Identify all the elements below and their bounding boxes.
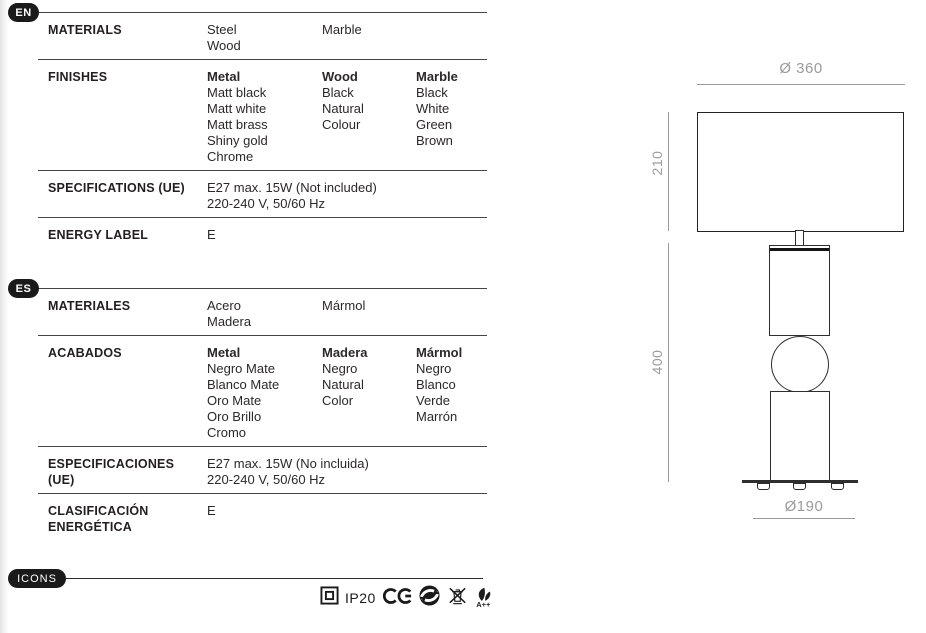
row-label: MATERIALS: [48, 23, 122, 37]
class-ii-double-square-icon: [320, 586, 339, 610]
table-row-materials-en: [38, 13, 487, 60]
dimension-diameter-base: Ø190: [784, 498, 824, 515]
lamp-shade: [697, 112, 904, 232]
energy-value: E: [207, 503, 216, 518]
energy-value: E: [207, 227, 216, 242]
lamp-upper-cylinder: [769, 245, 830, 336]
materials-col2: Mármol: [322, 298, 366, 313]
finishes-wood: Wood Black Natural Colour: [322, 69, 364, 132]
page-edge-shadow: [0, 0, 9, 633]
lamp-foot: [793, 483, 806, 490]
dimension-line-body-height: [668, 243, 669, 482]
row-label: CLASIFICACIÓN ENERGÉTICA: [48, 504, 149, 534]
finishes-marble: Marble Black White Green Brown: [416, 69, 458, 148]
table-row-finishes-en: [38, 60, 487, 171]
dimension-shade-height: 210: [649, 150, 665, 176]
ce-mark-icon: [382, 586, 413, 611]
language-badge-es: ES: [8, 279, 39, 298]
language-badge-en: EN: [8, 3, 39, 22]
finishes-metal: Metal Matt black Matt white Matt brass Shiny gold Chrome: [207, 69, 268, 164]
dimension-body-height: 400: [649, 349, 665, 375]
spec-table-es: [38, 288, 487, 540]
row-label: ESPECIFICACIONES (UE): [48, 457, 175, 487]
icons-rule: [60, 578, 483, 579]
table-row-materials-es: [38, 289, 487, 336]
ip-rating-label: IP20: [345, 590, 376, 606]
table-row-finishes-es: [38, 336, 487, 447]
lamp-foot: [831, 483, 844, 490]
table-row-specifications-es: [38, 447, 487, 494]
materials-col2: Marble: [322, 22, 362, 37]
row-label: FINISHES: [48, 70, 108, 84]
row-label: ACABADOS: [48, 346, 122, 360]
lamp-foot: [757, 483, 770, 490]
dimension-diameter-top: Ø 360: [779, 60, 823, 77]
certification-icons-row: [320, 584, 492, 612]
lamp-sphere: [771, 336, 829, 393]
energy-efficiency-leaf-icon: [475, 587, 492, 609]
dimension-line-shade-height: [668, 112, 669, 231]
dimension-line-top: [697, 84, 905, 85]
row-label: SPECIFICATIONS (UE): [48, 181, 185, 195]
table-row-energy-label-es: [38, 494, 487, 540]
energy-class-label: A++: [476, 600, 491, 610]
table-row-energy-label-en: [38, 218, 487, 248]
table-row-specifications-en: [38, 171, 487, 218]
row-label: ENERGY LABEL: [48, 228, 149, 242]
materials-col1: Steel Wood: [207, 22, 241, 53]
icons-section-badge: ICONS: [8, 569, 66, 588]
materials-col1: Acero Madera: [207, 298, 252, 329]
lamp-upper-cylinder-rim: [770, 248, 829, 251]
row-label: MATERIALES: [48, 299, 131, 313]
spec-table-en: [38, 12, 487, 248]
finishes-metal: Metal Negro Mate Blanco Mate Oro Mate Oro Brillo Cromo: [207, 345, 280, 440]
finishes-wood: Madera Negro Natural Color: [322, 345, 368, 408]
lamp-lower-cylinder: [770, 391, 830, 482]
green-dot-recycle-icon: [419, 585, 440, 611]
weee-crossed-bin-icon: [446, 584, 469, 613]
specifications-value: E27 max. 15W (Not included) 220-240 V, 50/60 Hz: [207, 180, 377, 211]
dimension-line-base: [753, 518, 855, 519]
specifications-value: E27 max. 15W (No incluida) 220-240 V, 50/60 Hz: [207, 456, 369, 487]
finishes-marble: Mármol Negro Blanco Verde Marrón: [416, 345, 463, 424]
